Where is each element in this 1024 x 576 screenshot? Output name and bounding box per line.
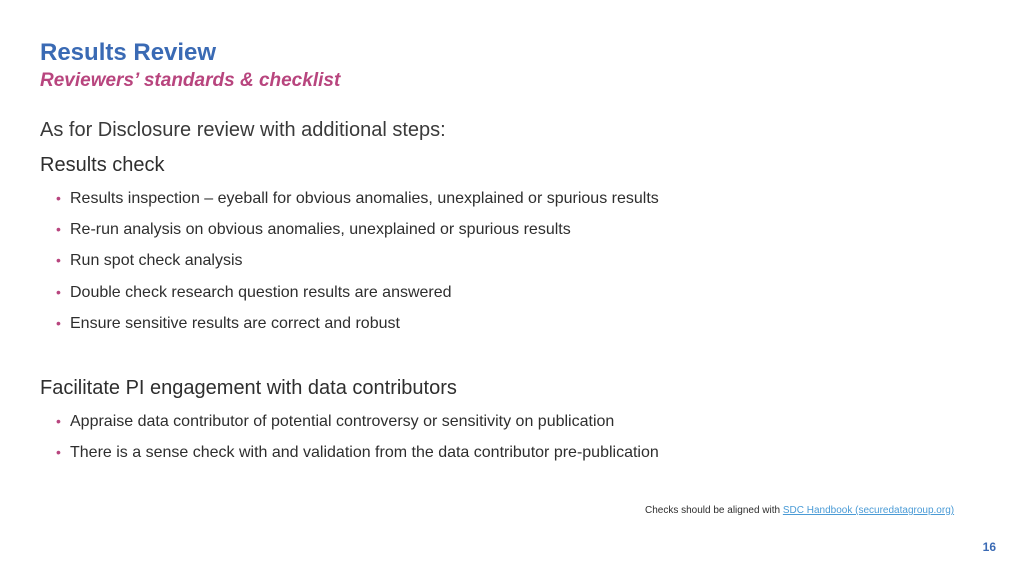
- list-item-text: Ensure sensitive results are correct and robust: [70, 314, 400, 332]
- list-item-text: There is a sense check with and validation from the data contributor pre-publication: [70, 444, 659, 462]
- bullet-icon: •: [56, 190, 61, 206]
- slide-subtitle: Reviewers’ standards & checklist: [40, 70, 341, 91]
- list-item-text: Appraise data contributor of potential controversy or sensitivity on publication: [70, 413, 615, 430]
- list-item: [56, 411, 659, 442]
- list-item-text: Results inspection – eyeball for obvious anomalies, unexplained or spurious results: [70, 190, 659, 207]
- section-heading-results-check: Results check: [40, 154, 165, 176]
- pi-engagement-list: [56, 411, 659, 473]
- list-item-text: Run spot check analysis: [70, 252, 243, 270]
- bullet-icon: •: [56, 252, 61, 269]
- footnote: [645, 505, 954, 516]
- bullet-icon: •: [56, 444, 61, 461]
- bullet-icon: •: [56, 221, 61, 238]
- list-item-text: Double check research question results are answered: [70, 283, 452, 301]
- slide-title: Results Review: [40, 39, 217, 66]
- page-number: 16: [982, 540, 996, 554]
- footnote-text: Checks should be aligned with: [645, 505, 781, 516]
- list-item: [56, 313, 659, 344]
- list-item: [56, 282, 659, 313]
- results-check-list: [56, 188, 659, 344]
- list-item: [56, 442, 659, 473]
- list-item-text: Re-run analysis on obvious anomalies, unexplained or spurious results: [70, 221, 571, 239]
- bullet-icon: •: [56, 413, 61, 429]
- intro-text: As for Disclosure review with additional steps:: [40, 119, 446, 141]
- sdc-handbook-link[interactable]: SDC Handbook (securedatagroup.org): [782, 505, 955, 516]
- bullet-icon: •: [56, 283, 61, 300]
- list-item: [56, 188, 659, 219]
- list-item: [56, 219, 659, 250]
- list-item: [56, 250, 659, 281]
- section-heading-pi-engagement: Facilitate PI engagement with data contributors: [40, 377, 457, 399]
- bullet-icon: •: [56, 314, 61, 331]
